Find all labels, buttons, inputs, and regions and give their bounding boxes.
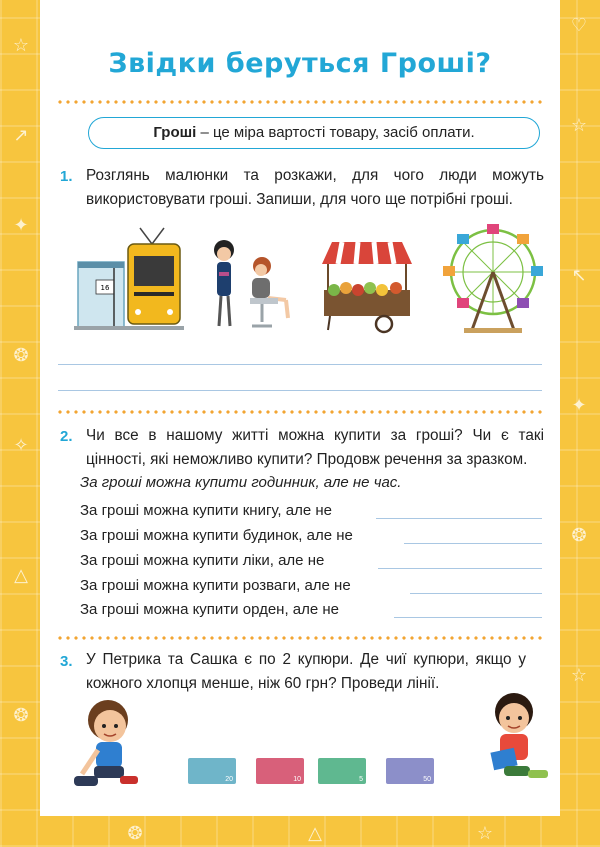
tram-route-sign: 16 bbox=[100, 284, 110, 292]
task-3-number: 3. bbox=[60, 653, 73, 670]
answer-line[interactable] bbox=[404, 543, 542, 544]
answer-line[interactable] bbox=[58, 390, 542, 391]
answer-line[interactable] bbox=[394, 617, 542, 618]
sentence-3: За гроші можна купити ліки, але не bbox=[80, 552, 325, 569]
bulb-icon: ✦ bbox=[571, 395, 587, 415]
answer-line[interactable] bbox=[378, 568, 542, 569]
banknote-20[interactable] bbox=[188, 758, 236, 784]
star-icon: ☆ bbox=[570, 115, 588, 135]
definition-term: Гроші bbox=[153, 124, 197, 141]
heart-icon: ♡ bbox=[570, 15, 588, 35]
answer-line[interactable] bbox=[58, 364, 542, 365]
sentence-4: За гроші можна купити розваги, але не bbox=[80, 577, 351, 594]
apple-icon: ❂ bbox=[127, 823, 143, 843]
banknote-50[interactable] bbox=[386, 758, 434, 784]
boy-left-illustration bbox=[68, 696, 148, 792]
market-stall-illustration bbox=[318, 240, 414, 334]
star-icon: ☆ bbox=[12, 35, 30, 55]
task-2-number: 2. bbox=[60, 428, 73, 445]
task-1-text: Розглянь малюнки та розкажи, для чого люди можуть використовувати гроші. Запиши, для чого ще потрібні гроші. bbox=[86, 167, 544, 208]
boy-right-illustration bbox=[480, 690, 556, 786]
banknote-value: 20 bbox=[225, 776, 233, 783]
definition-box bbox=[88, 117, 540, 149]
sentence-1: За гроші можна купити книгу, але не bbox=[80, 502, 332, 519]
worksheet-page bbox=[40, 0, 560, 816]
banknote-5[interactable] bbox=[318, 758, 366, 784]
definition-text: – це міра вартості товару, засіб оплати. bbox=[196, 124, 475, 141]
apple-icon: ❂ bbox=[13, 345, 29, 365]
triangle-icon: △ bbox=[14, 565, 28, 585]
banknote-10[interactable] bbox=[256, 758, 304, 784]
hairdresser-illustration bbox=[206, 232, 296, 332]
sentence-2: За гроші можна купити будинок, але не bbox=[80, 527, 353, 544]
arrow-icon: ↖ bbox=[571, 265, 587, 285]
dotted-divider bbox=[56, 100, 544, 104]
star-icon: ☆ bbox=[476, 823, 494, 843]
banknote-value: 50 bbox=[423, 776, 431, 783]
task-3-text: У Петрика та Сашка є по 2 купюри. Де чиї купюри, якщо у кожного хлопця менше, ніж 60 грн? Проведи лінії. bbox=[86, 651, 526, 692]
arrow-icon: ↗ bbox=[13, 125, 29, 145]
tram-stop-illustration bbox=[74, 226, 184, 332]
dotted-divider bbox=[56, 636, 544, 640]
banknote-value: 5 bbox=[359, 776, 363, 783]
page-title: Звідки беруться Гроші? bbox=[108, 48, 492, 79]
bulb-icon: ✧ bbox=[13, 435, 29, 455]
ferris-wheel-illustration bbox=[436, 222, 550, 336]
sentence-5: За гроші можна купити орден, але не bbox=[80, 601, 340, 618]
dotted-divider bbox=[56, 410, 544, 414]
apple-icon: ❂ bbox=[13, 705, 29, 725]
triangle-icon: △ bbox=[308, 823, 322, 843]
answer-line[interactable] bbox=[410, 593, 542, 594]
task-1-number: 1. bbox=[60, 168, 73, 185]
bulb-icon: ✦ bbox=[13, 215, 29, 235]
answer-line[interactable] bbox=[376, 518, 542, 519]
task-2-text: Чи все в нашому житті можна купити за гроші? Чи є такі цінності, які неможливо купити? Продовж речення за зразком. bbox=[86, 427, 544, 468]
star-icon: ☆ bbox=[570, 665, 588, 685]
example-sentence: За гроші можна купити годинник, але не час. bbox=[80, 474, 402, 491]
apple-icon: ❂ bbox=[571, 525, 587, 545]
banknote-value: 10 bbox=[293, 776, 301, 783]
